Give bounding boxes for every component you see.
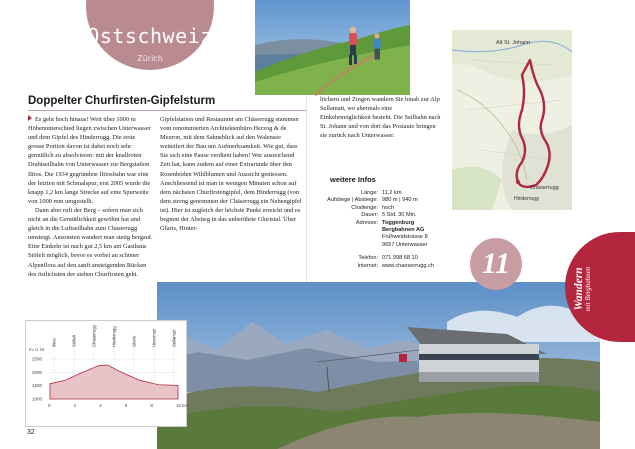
map-label-peak2: Hinderrugg (514, 196, 539, 202)
summit-station-photo (157, 282, 600, 449)
region-subtitle: Zürich (137, 54, 163, 63)
paragraph: löchern und Zingen wandern Sie hinab zur Alp Sellamatt, wo abermals eine Einkehrmöglichkeit besteht. Die Seilbahn nach St. Johann und von dort das Postauto bringen sie zurück nach Unterwasser. (320, 96, 441, 140)
info-row: Frühweidstrasse 8 (382, 234, 428, 241)
profile-y-tick: 1500 (32, 383, 43, 389)
category-tab-label: Wandern mit Bergbahnen (573, 266, 592, 312)
arrow-icon (28, 115, 32, 121)
profile-station-label: Hinderrugg (111, 326, 117, 347)
headline-rule (28, 110, 306, 111)
info-table (326, 190, 451, 270)
info-row: Länge: 11,2 km (360, 190, 402, 196)
article-column-3 (320, 95, 442, 140)
info-row: Aufstiege | Abstiege: 980 m | 940 m (327, 197, 418, 204)
article-column-1 (28, 115, 153, 279)
profile-station-label: Sellamatt (171, 329, 177, 347)
profile-station-label: Untermatt (151, 328, 157, 347)
page-number: 32 (27, 429, 35, 436)
profile-unit-label: m. ü. M. (29, 347, 46, 352)
profile-x-tick: 0 (48, 403, 51, 408)
info-row: Telefon: 071 998 68 10 (358, 255, 418, 262)
article-column-2 (160, 115, 306, 233)
profile-y-tick: 2500 (32, 356, 43, 362)
info-row: Internet: www.chaeserrugg.ch (326, 263, 451, 270)
info-row: Dauer: 5 Std. 30 Min. (361, 212, 417, 219)
profile-y-tick: 1000 (32, 396, 43, 402)
info-title: weitere Infos (330, 175, 376, 184)
profile-y-tick: 2000 (32, 369, 43, 375)
profile-station-label: Gluris (131, 336, 137, 347)
profile-x-tick: 6 (124, 403, 128, 408)
map-label-peak: Chäserrugg (530, 185, 559, 191)
profile-x-tick: 10 km (176, 403, 189, 408)
website-link[interactable]: www.chaeserrugg.ch (382, 262, 434, 269)
info-row: Adresse: Toggenburg (355, 219, 415, 226)
profile-station-label: Chäserrugg (91, 325, 97, 347)
paragraph: Gipfelstation und Restaurant am Chäserrugg stammen vom renommierten Architektenbüro Herzog & de Meuron, mit dem Sahneblick auf den Walensee wetteifert der Bau um Aufmerksamkeit. Wie gut, dass Sie sich eine Pause verdient haben! Wer ausreichend Zeit hat, kann zudem auf einer Extrarunde über den Rosenbóden Wildblumen und Aussicht geniessen. Anschliessend ist man in wenigen Minuten schon auf dem nächsten Churfirstengipfel, dem Hinderrugg (von dem streng genommen der Chäserrugg ein Nebengipfel ist). Hier ist zugleich der höchste Punkt erreicht und es beginnt der Abstieg in das unberührte Gluristal. Über Gluris, Hinter- (160, 116, 302, 233)
profile-x-tick: 4 (99, 403, 102, 408)
region-title: Ostschweiz (87, 24, 213, 48)
elevation-profile (25, 320, 187, 427)
paragraph: Es geht hoch hinaus! Weit über 1000 m Höhenunterschied liegen zwischen Unterwasser und dem Gipfel des Hinderrugg. Die erste grosse Portion davon ist dabei noch sehr gemütlich zu absolvieren: mit der knallroten Drahtseilbahn von Unterwasser zur Bergstation Iltios. Die 1934 gegründete Iltiosbahn war eine der letzten mit Schmalspur, erst 2005 wurde die knapp 1,2 km lange Strecke auf eine Spurweite von 1000 mm umgestellt. (28, 116, 151, 205)
map-label-town: Alt St. Johann (496, 40, 531, 46)
article-headline: Doppelter Churfirsten-Gipfelsturm (28, 95, 216, 107)
route-map (452, 30, 572, 210)
profile-station-label: Iltios (51, 338, 57, 347)
profile-station-label: Stöfeli (71, 335, 77, 347)
info-row: Bergbahnen AG (382, 227, 425, 234)
paragraph: Dann aber ruft der Berg – sofern man sich nicht an die Gemütlichkeit gewöhnt hat und gleich in die Luftseilbahn zum Chäserrugg umsteigt. Ansonsten wandert man stetig bergauf. Eine Einkehr ist nach gut 2,5 km am Gasthaus Stöfeli möglich, bevor es vorbei an schöner Alpenflora auf den sanft ansteigenden Rücken des östlichsten der sieben Churfirsten geht. (28, 206, 153, 278)
info-row: 9657 Unterwasser (382, 241, 428, 248)
info-row: Challenge: hoch (351, 204, 395, 211)
route-number: 11 (470, 238, 522, 290)
profile-x-tick: 2 (73, 403, 77, 408)
profile-x-tick: 8 (150, 403, 153, 408)
hikers-photo (255, 0, 410, 95)
